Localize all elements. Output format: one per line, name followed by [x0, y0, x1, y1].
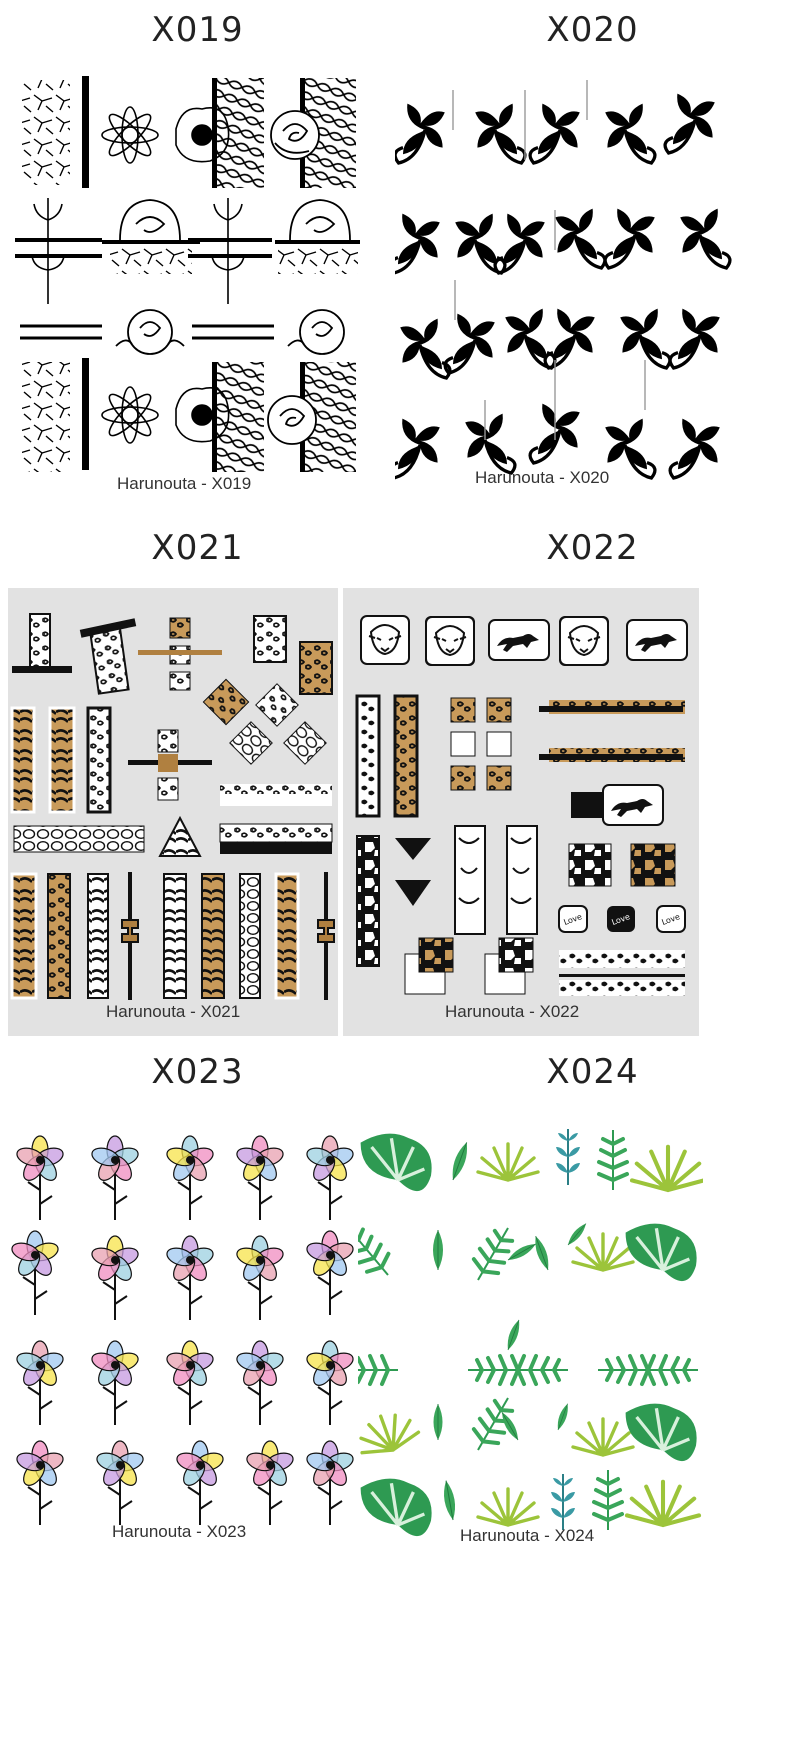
- sheet-x022-art: [343, 588, 699, 1036]
- sheet-code-x024: X024: [546, 1052, 639, 1092]
- swirl-icon: [400, 319, 450, 378]
- flower-icon: [175, 1441, 226, 1525]
- swirl-icon: [475, 104, 525, 163]
- fern-icon: [433, 1230, 443, 1270]
- brand-label: Harunouta - X021: [106, 1002, 241, 1021]
- panther-icon: [603, 785, 663, 825]
- monstera-icon: [626, 1224, 697, 1281]
- rose-icon: [120, 200, 180, 240]
- fern-icon: [358, 1220, 399, 1284]
- sticker-sheet-x023: [10, 1120, 355, 1540]
- flower-icon: [95, 1441, 146, 1525]
- monstera-icon: [626, 1404, 697, 1461]
- palm-icon: [478, 1144, 538, 1180]
- swirl-icon: [495, 214, 545, 273]
- sticker-sheet-x020: [395, 70, 785, 510]
- ornament-icon: [318, 920, 334, 942]
- fern-icon: [556, 1129, 580, 1185]
- fern-icon: [594, 1470, 622, 1530]
- sheet-x020-art: [395, 70, 785, 510]
- swirl-icon: [445, 314, 495, 373]
- palm-icon: [632, 1147, 703, 1190]
- fern-icon: [448, 1141, 471, 1182]
- flower-icon: [15, 1136, 66, 1220]
- fern-icon: [565, 1221, 588, 1247]
- swirl-icon: [545, 309, 595, 368]
- swirl-icon: [605, 419, 655, 478]
- monstera-icon: [361, 1479, 432, 1536]
- brand-label: Harunouta - X022: [445, 1002, 580, 1021]
- sheet-code-x022: X022: [546, 528, 639, 568]
- flower-icon: [15, 1441, 66, 1525]
- swirl-icon: [680, 209, 730, 268]
- tiger-icon: [426, 617, 474, 665]
- flower-icon: [165, 1236, 216, 1320]
- monstera-icon: [361, 1134, 432, 1191]
- flower-icon: [305, 1341, 355, 1425]
- brand-label: Harunouta - X019: [117, 474, 252, 493]
- palm-icon: [358, 1406, 421, 1460]
- lace-icon: [212, 362, 264, 472]
- fern-icon: [599, 1130, 627, 1190]
- sheet-x021-art: [8, 588, 338, 1036]
- flower-icon: [305, 1136, 355, 1220]
- flower-icon: [90, 1341, 141, 1425]
- brand-label: Harunouta - X024: [460, 1526, 595, 1545]
- palm-icon: [573, 1419, 633, 1455]
- sticker-sheet-x024: [358, 1120, 703, 1550]
- flower-icon: [235, 1341, 286, 1425]
- flower-icon: [235, 1236, 286, 1320]
- rose-icon: [116, 310, 184, 354]
- fern-icon: [441, 1480, 458, 1521]
- fern-icon: [468, 1356, 528, 1384]
- flower-icon: [90, 1236, 141, 1320]
- leopard-icon: [30, 614, 50, 670]
- fern-icon: [466, 1221, 520, 1287]
- brand-label: Harunouta - X023: [112, 1522, 247, 1540]
- panther-icon: [627, 620, 687, 660]
- sticker-sheet-x019: [10, 70, 385, 510]
- sheet-x024-art: [358, 1120, 703, 1550]
- sheet-code-x020: X020: [546, 10, 639, 50]
- flower-icon: [235, 1136, 286, 1220]
- sheet-code-x023: X023: [151, 1052, 244, 1092]
- swirl-icon: [395, 419, 440, 478]
- flower-icon: [165, 1341, 216, 1425]
- snake-pattern-icon: [14, 826, 144, 852]
- swirl-icon: [665, 94, 715, 153]
- rose-icon: [271, 111, 319, 159]
- flower-icon: [10, 1231, 60, 1315]
- fern-icon: [531, 1235, 552, 1272]
- love-badge: Love: [660, 912, 682, 927]
- swirl-icon: [605, 104, 655, 163]
- sheet-code-x021: X021: [151, 528, 244, 568]
- swirl-icon: [605, 209, 655, 268]
- flower-icon: [165, 1136, 216, 1220]
- lace-icon: [212, 78, 264, 188]
- fern-icon: [555, 1402, 571, 1431]
- fern-icon: [598, 1356, 658, 1384]
- palm-icon: [478, 1489, 538, 1525]
- love-badge: Love: [610, 912, 632, 927]
- tiger-icon: [560, 617, 608, 665]
- leaf-stem-icon: [15, 198, 102, 304]
- daisy-icon: [102, 107, 158, 163]
- fern-icon: [434, 1404, 443, 1440]
- daisy-icon: [102, 387, 158, 443]
- sticker-sheet-x022: [343, 588, 699, 1036]
- sheet-x023-art: [10, 1120, 355, 1540]
- love-badge: Love: [562, 912, 584, 927]
- sheet-code-x019: X019: [151, 10, 244, 50]
- swirl-icon: [530, 104, 580, 163]
- flower-icon: [90, 1136, 141, 1220]
- ornament-icon: [122, 920, 138, 942]
- fern-icon: [499, 1410, 522, 1442]
- flower-icon: [305, 1441, 355, 1525]
- swirl-icon: [670, 309, 720, 368]
- sheet-x019-art: [10, 70, 385, 510]
- swirl-icon: [670, 419, 720, 478]
- swirl-icon: [620, 309, 670, 368]
- swirl-icon: [465, 414, 515, 473]
- fern-icon: [358, 1356, 398, 1384]
- brand-label: Harunouta - X020: [475, 468, 610, 487]
- palm-icon: [627, 1482, 699, 1525]
- rose-icon: [268, 396, 316, 444]
- flower-icon: [15, 1341, 66, 1425]
- tiger-icon: [361, 616, 409, 664]
- rose-icon: [290, 200, 350, 240]
- leaf-stem-icon: [188, 198, 272, 304]
- fern-icon: [551, 1474, 575, 1530]
- fern-icon: [506, 1241, 538, 1264]
- crack-pattern-icon: [22, 80, 70, 185]
- swirl-icon: [555, 209, 605, 268]
- fern-icon: [504, 1319, 522, 1352]
- flower-icon: [245, 1441, 296, 1525]
- sticker-sheet-x021: [8, 588, 338, 1036]
- swirl-icon: [505, 309, 555, 368]
- swirl-icon: [395, 214, 440, 273]
- rose-icon: [288, 310, 344, 354]
- palm-icon: [573, 1234, 633, 1270]
- panther-icon: [489, 620, 549, 660]
- swirl-icon: [455, 214, 505, 273]
- flower-icon: [305, 1231, 355, 1315]
- swirl-icon: [395, 104, 445, 163]
